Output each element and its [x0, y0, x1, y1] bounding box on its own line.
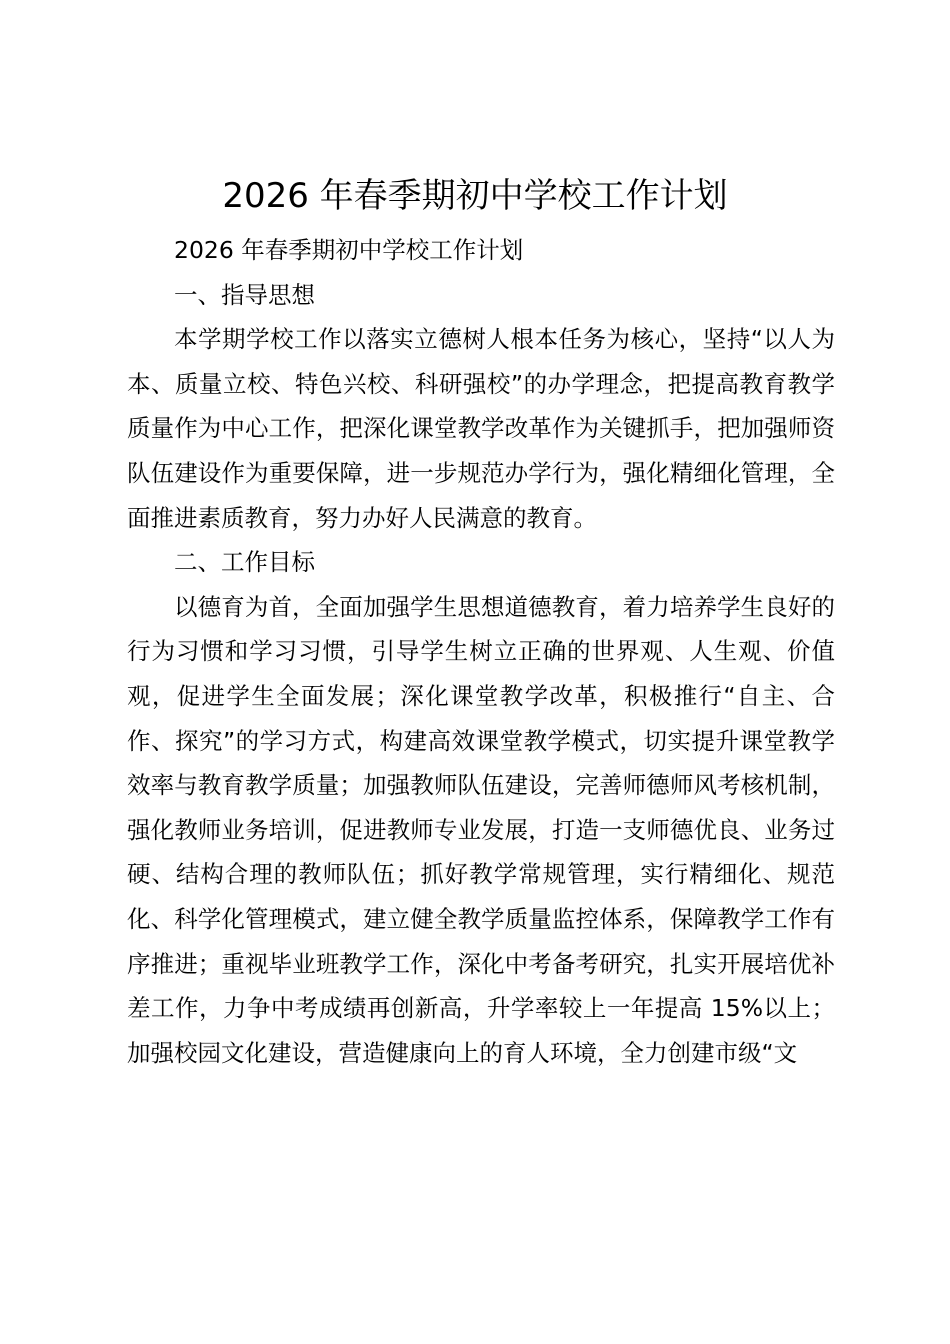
section-heading-work-goals: 二、工作目标 — [174, 548, 315, 577]
document-title: 2026 年春季期初中学校工作计划 — [222, 176, 728, 216]
paragraph-subtitle: 2026 年春季期初中学校工作计划 — [174, 236, 524, 264]
paragraph-guiding-ideology: 本学期学校工作以落实立德树人根本任务为核心，坚持“以人为本、质量立校、特色兴校、科研强校”的办学理念，把提高教育教学质量作为中心工作，把深化课堂教学改革作为关键抓手，把加强师资队伍建设作为重要保障，进一步规范办学行为，强化精细化管理，全面推进素质教育，努力办好人民满意的教育。 — [127, 325, 835, 532]
paragraph-work-goals: 以德育为首，全面加强学生思想道德教育，着力培养学生良好的行为习惯和学习习惯，引导学生树立正确的世界观、人生观、价值观，促进学生全面发展；深化课堂教学改革，积极推行“自主、合作、探究”的学习方式，构建高效课堂教学模式，切实提升课堂教学效率与教育教学质量；加强教师队伍建设，完善师德师风考核机制，强化教师业务培训，促进教师专业发展，打造一支师德优良、业务过硬、结构合理的教师队伍；抓好教学常规管理，实行精细化、规范化、科学化管理模式，建立健全教学质量监控体系，保障教学工作有序推进；重视毕业班教学工作，深化中考备考研究，扎实开展培优补差工作，力争中考成绩再创新高，升学率较上一年提高 15%以上；加强校园文化建设，营造健康向上的育人环境，全力创建市级“文 — [127, 592, 835, 1067]
document-body — [127, 228, 835, 1075]
section-heading-guiding-ideology: 一、指导思想 — [174, 280, 315, 309]
